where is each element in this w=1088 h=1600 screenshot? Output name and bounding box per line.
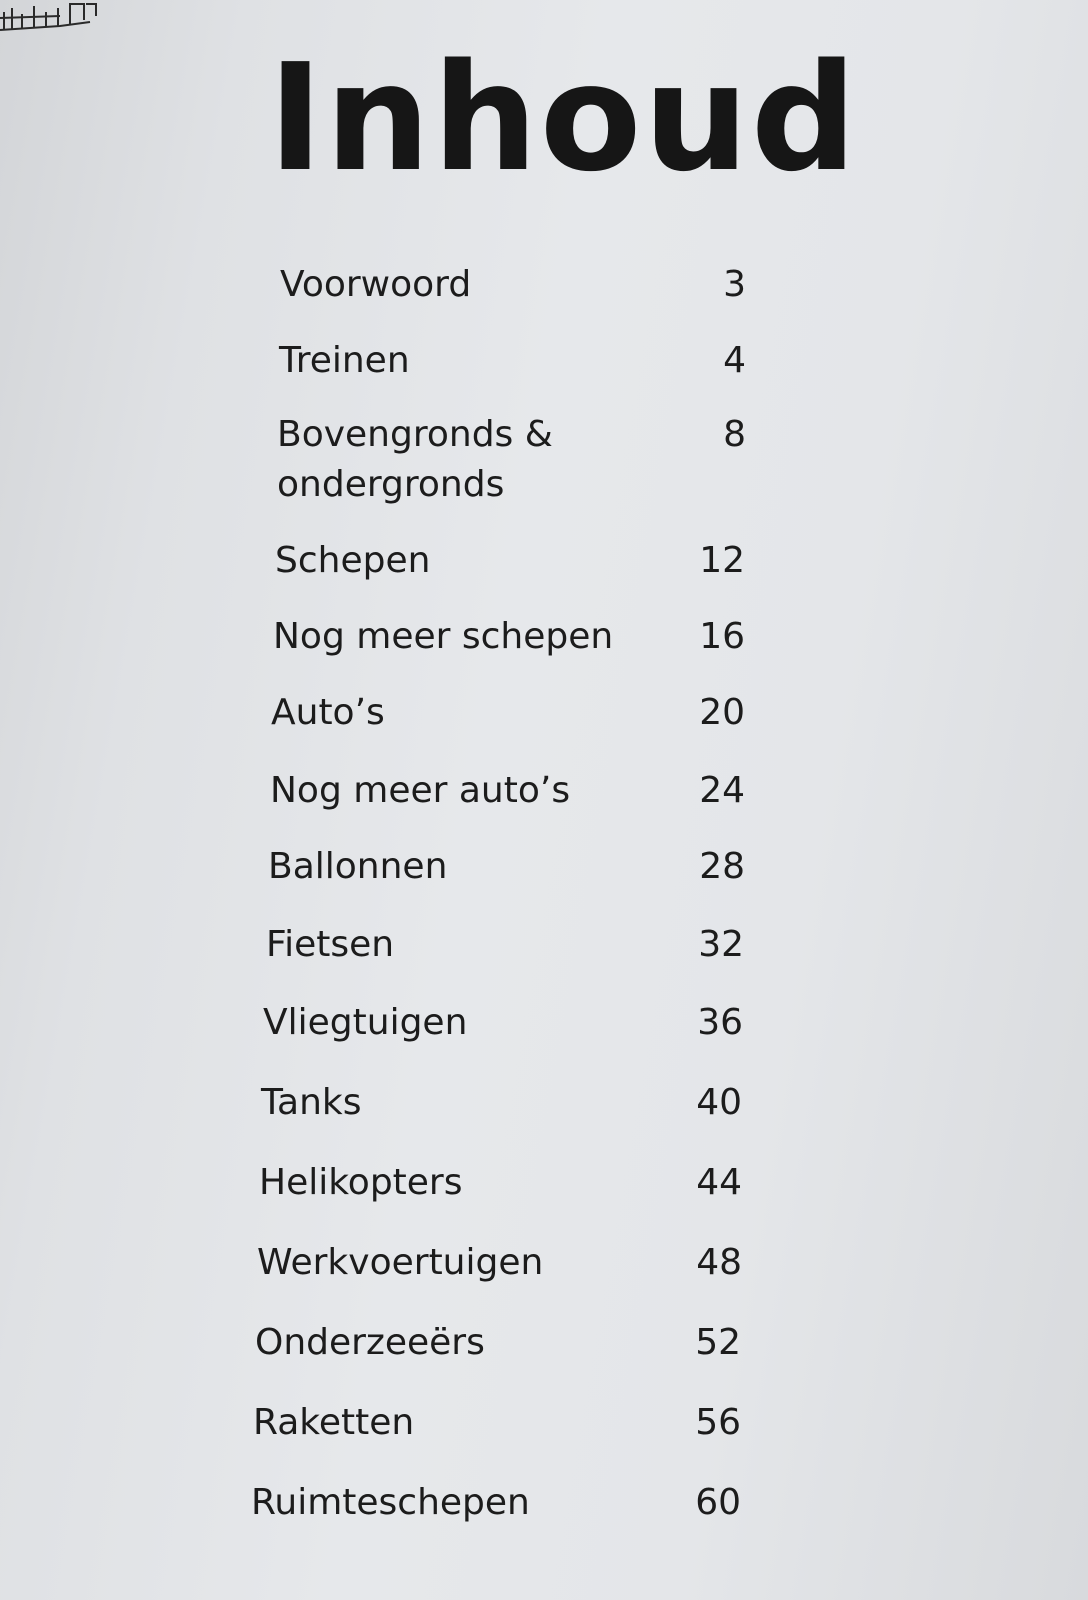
toc-page-number: 56 bbox=[695, 1402, 741, 1443]
toc-page-number: 44 bbox=[696, 1162, 742, 1203]
toc-label: Ruimteschepen bbox=[251, 1482, 530, 1523]
toc-label: Auto’s bbox=[271, 692, 385, 733]
page-title: Inhoud bbox=[268, 32, 859, 204]
toc-row-onderzeeers bbox=[255, 1318, 741, 1378]
toc-row-tanks bbox=[261, 1078, 741, 1138]
toc-page-number: 28 bbox=[699, 846, 745, 887]
toc-label: Werkvoertuigen bbox=[257, 1242, 544, 1283]
toc-row-ballonnen bbox=[268, 842, 748, 902]
toc-label: Raketten bbox=[253, 1402, 415, 1443]
toc-label: Fietsen bbox=[266, 924, 395, 965]
toc-row-helikopters bbox=[259, 1158, 742, 1218]
toc-label: Tanks bbox=[261, 1082, 362, 1123]
toc-row-nog-meer-schepen bbox=[273, 612, 753, 672]
toc-row-autos bbox=[271, 688, 751, 748]
toc-page-number: 16 bbox=[699, 616, 745, 657]
toc-page-number: 52 bbox=[695, 1322, 741, 1363]
toc-row-vliegtuigen bbox=[263, 998, 743, 1058]
toc-row-voorwoord bbox=[280, 260, 760, 320]
toc-label: Nog meer auto’s bbox=[270, 770, 571, 811]
toc-label: Bovengronds & ondergronds bbox=[277, 414, 553, 505]
toc-label: Helikopters bbox=[259, 1162, 463, 1203]
toc-page-number: 36 bbox=[697, 1002, 743, 1043]
toc-row-schepen bbox=[275, 536, 755, 596]
toc-page-number: 48 bbox=[696, 1242, 742, 1283]
toc-label: Onderzeeërs bbox=[255, 1322, 485, 1363]
toc-label: Voorwoord bbox=[280, 264, 472, 305]
toc-label: Treinen bbox=[279, 340, 410, 381]
toc-row-treinen bbox=[279, 336, 759, 396]
toc-label: Nog meer schepen bbox=[273, 616, 614, 657]
toc-label: Ballonnen bbox=[268, 846, 448, 887]
toc-page-number: 8 bbox=[723, 414, 746, 455]
toc-page-number: 20 bbox=[699, 692, 745, 733]
toc-row-fietsen bbox=[266, 920, 746, 980]
toc-row-bovengronds bbox=[277, 410, 757, 520]
toc-page-number: 3 bbox=[723, 264, 746, 305]
toc-page-number: 4 bbox=[723, 340, 746, 381]
toc-page-number: 60 bbox=[695, 1482, 741, 1523]
toc-row-werkvoertuigen bbox=[257, 1238, 742, 1298]
toc-label: Schepen bbox=[275, 540, 431, 581]
toc-page-number: 32 bbox=[698, 924, 744, 965]
toc-label: Vliegtuigen bbox=[263, 1002, 468, 1043]
toc-row-ruimteschepen bbox=[251, 1478, 741, 1538]
toc-row-nog-meer-autos bbox=[270, 766, 750, 826]
toc-page-number: 12 bbox=[699, 540, 745, 581]
toc-row-raketten bbox=[253, 1398, 741, 1458]
toc-page-number: 40 bbox=[696, 1082, 742, 1123]
toc-page-number: 24 bbox=[699, 770, 745, 811]
